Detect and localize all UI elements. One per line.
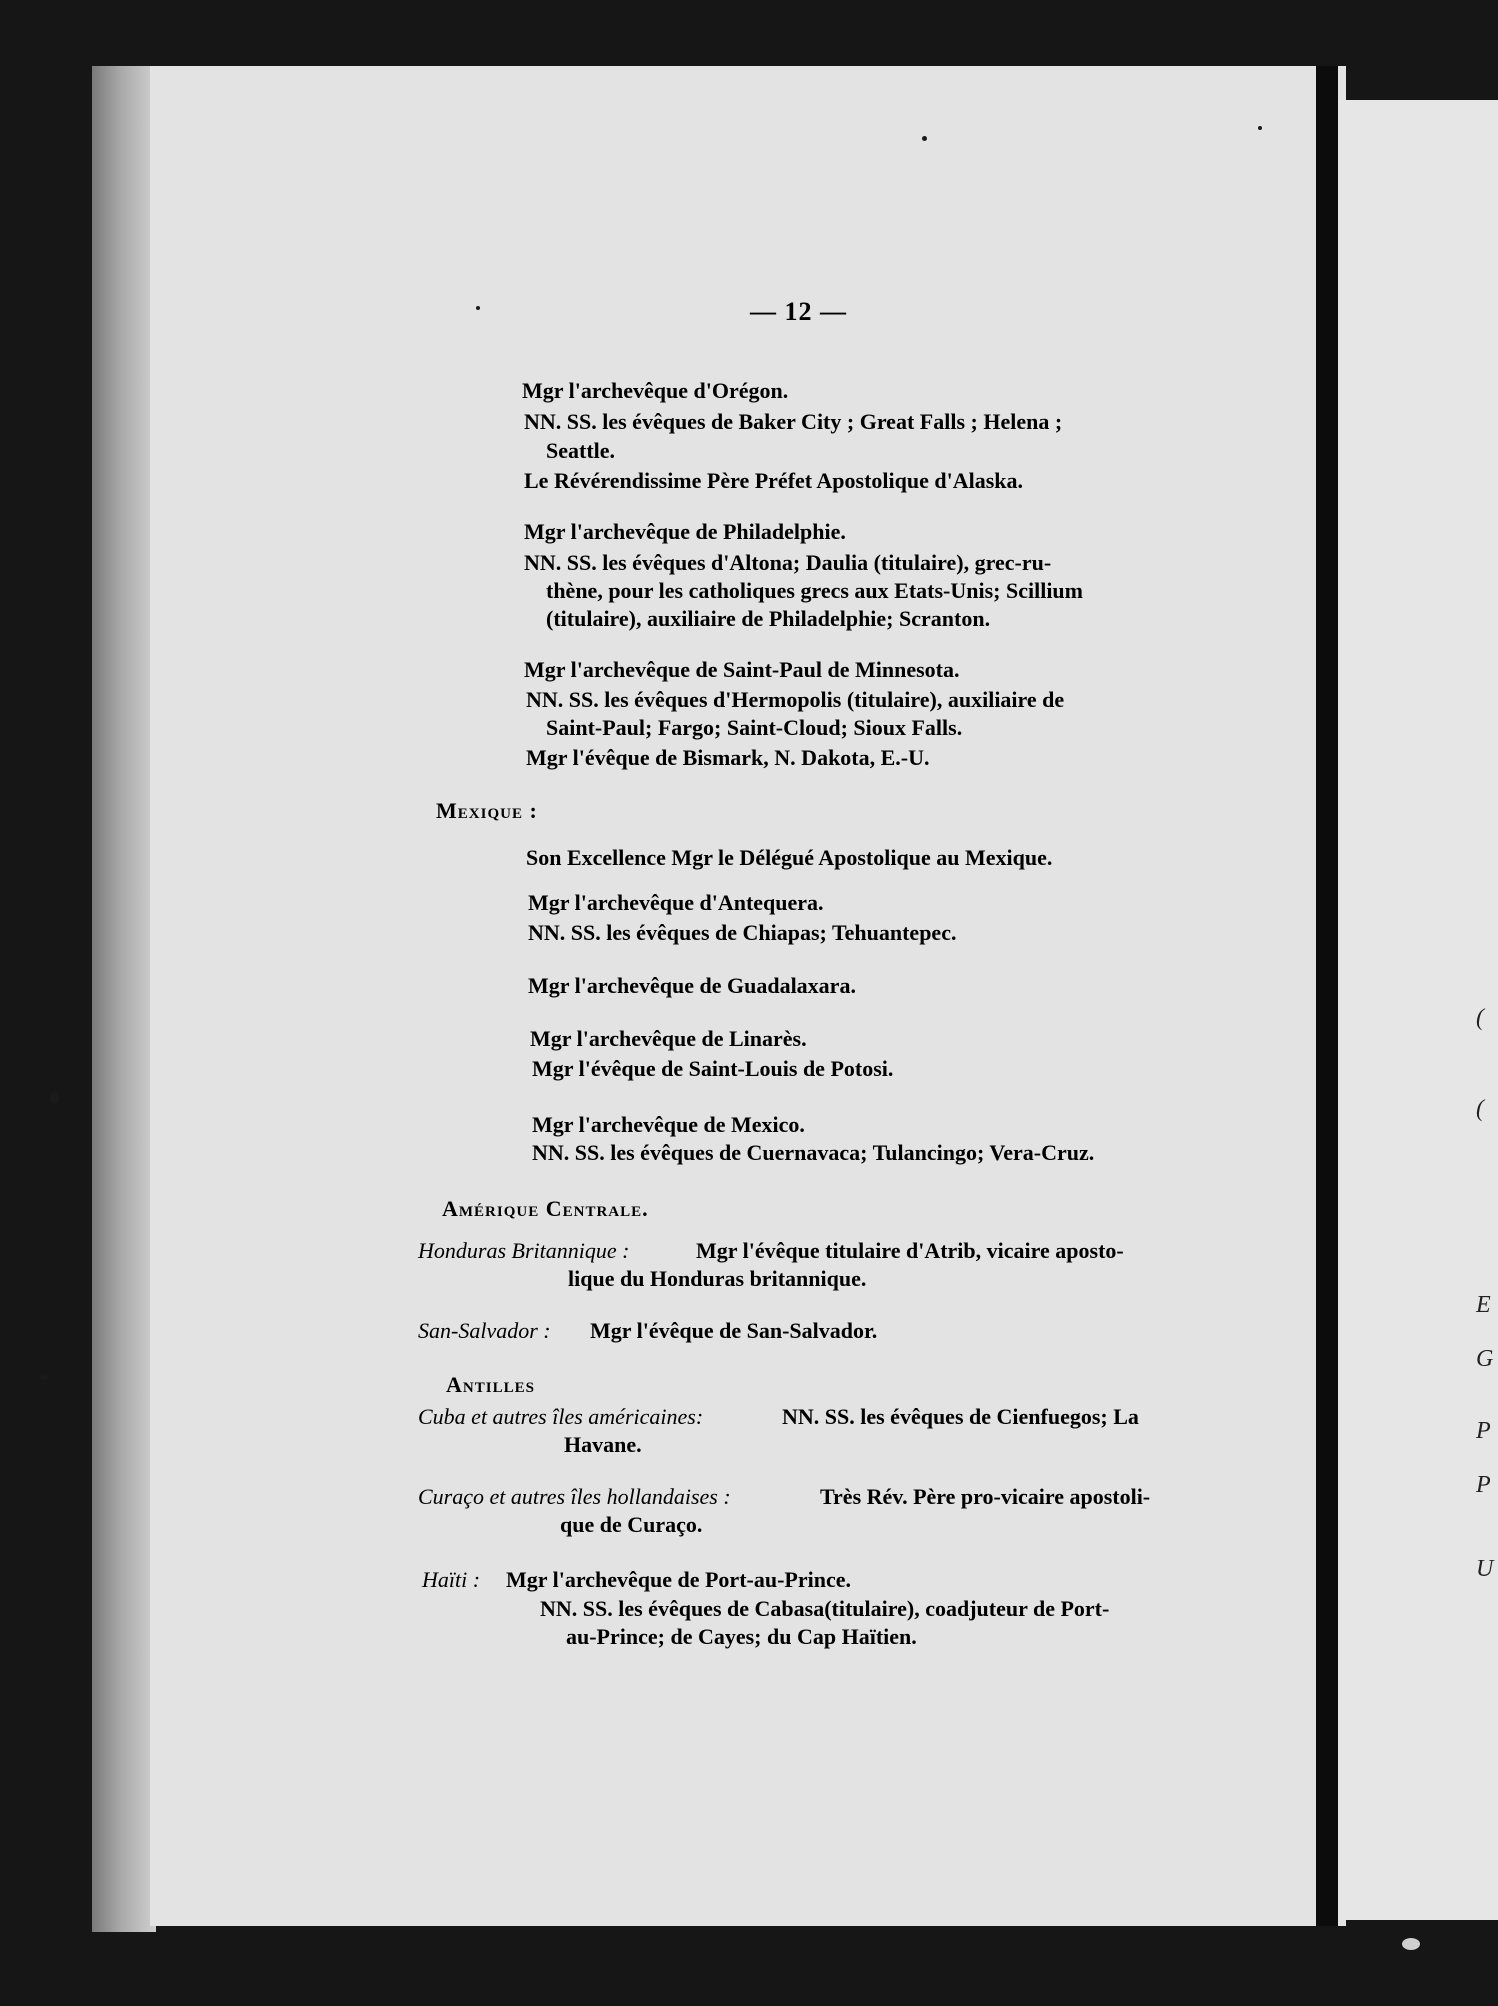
text-line: Mgr l'archevêque de Mexico. <box>532 1112 805 1137</box>
text-line: (titulaire), auxiliaire de Philadelphie; Scranton. <box>546 606 991 631</box>
text-line: NN. SS. les évêques de Cuernavaca; Tulancingo; Vera-Cruz. <box>532 1140 1095 1165</box>
adjacent-page-fragment: P <box>1476 1472 1491 1498</box>
scan-speck <box>1402 1938 1420 1950</box>
section-heading: Mexique : <box>436 798 538 823</box>
text-line: Mgr l'évêque titulaire d'Atrib, vicaire aposto- <box>696 1238 1124 1263</box>
text-line: NN. SS. les évêques d'Altona; Daulia (titulaire), grec-ru- <box>524 550 1052 575</box>
scan-speck <box>476 306 480 310</box>
text-line: NN. SS. les évêques de Baker City ; Great Falls ; Helena ; <box>524 409 1063 434</box>
text-line: NN. SS. les évêques de Cienfuegos; La <box>782 1404 1139 1429</box>
text-line: Mgr l'archevêque de Port-au-Prince. <box>506 1567 851 1592</box>
scan-speck <box>50 1092 59 1104</box>
adjacent-page-fragment: E <box>1476 1292 1491 1318</box>
section-heading: Amérique Centrale. <box>442 1196 649 1221</box>
adjacent-page-fragment: U <box>1476 1556 1494 1582</box>
entry-label: Honduras Britannique : <box>418 1238 630 1263</box>
adjacent-page-fragment: P <box>1476 1418 1491 1444</box>
page-number: — 12 — <box>750 297 847 326</box>
text-line: Mgr l'archevêque de Saint-Paul de Minnesota. <box>524 657 960 682</box>
page-gutter <box>1316 66 1338 1926</box>
text-line: que de Curaço. <box>560 1512 703 1537</box>
section-heading: Antilles <box>446 1372 535 1397</box>
text-line: Mgr l'archevêque d'Antequera. <box>528 890 824 915</box>
text-line: Mgr l'archevêque d'Orégon. <box>522 378 789 403</box>
entry-label: Curaço et autres îles hollandaises : <box>418 1484 731 1509</box>
text-line: Mgr l'évêque de Saint-Louis de Potosi. <box>532 1056 894 1081</box>
text-line: Mgr l'évêque de Bismark, N. Dakota, E.-U. <box>526 745 930 770</box>
scan-speck <box>922 136 927 141</box>
text-line: NN. SS. les évêques de Chiapas; Tehuantepec. <box>528 920 957 945</box>
scan-speck <box>1258 126 1262 130</box>
text-line: NN. SS. les évêques d'Hermopolis (titulaire), auxiliaire de <box>526 687 1065 712</box>
scanner-edge <box>92 66 156 1932</box>
text-line: Saint-Paul; Fargo; Saint-Cloud; Sioux Falls. <box>546 715 963 740</box>
adjacent-page-fragment: ( <box>1476 1096 1484 1122</box>
text-line: au-Prince; de Cayes; du Cap Haïtien. <box>566 1624 917 1649</box>
text-line: Mgr l'archevêque de Guadalaxara. <box>528 973 856 998</box>
entry-label: Cuba et autres îles américaines: <box>418 1404 704 1429</box>
text-line: Havane. <box>564 1432 642 1457</box>
text-line: Son Excellence Mgr le Délégué Apostolique au Mexique. <box>526 845 1053 870</box>
scan-speck <box>40 1375 48 1380</box>
adjacent-page <box>1338 100 1498 1920</box>
adjacent-page-fragment: G <box>1476 1346 1494 1372</box>
text-line: Mgr l'archevêque de Philadelphie. <box>524 519 846 544</box>
text-line: Mgr l'évêque de San-Salvador. <box>590 1318 878 1343</box>
adjacent-page-fragment: ( <box>1476 1005 1484 1031</box>
text-line: Seattle. <box>546 438 616 463</box>
text-line: Le Révérendissime Père Préfet Apostolique d'Alaska. <box>524 468 1024 493</box>
entry-label: Haïti : <box>422 1567 481 1592</box>
text-line: Très Rév. Père pro-vicaire apostoli- <box>820 1484 1151 1509</box>
entry-label: San-Salvador : <box>418 1318 551 1343</box>
text-line: thène, pour les catholiques grecs aux Etats-Unis; Scillium <box>546 578 1083 603</box>
text-line: lique du Honduras britannique. <box>568 1266 867 1291</box>
text-line: Mgr l'archevêque de Linarès. <box>530 1026 807 1051</box>
text-line: NN. SS. les évêques de Cabasa(titulaire), coadjuteur de Port- <box>540 1596 1110 1621</box>
